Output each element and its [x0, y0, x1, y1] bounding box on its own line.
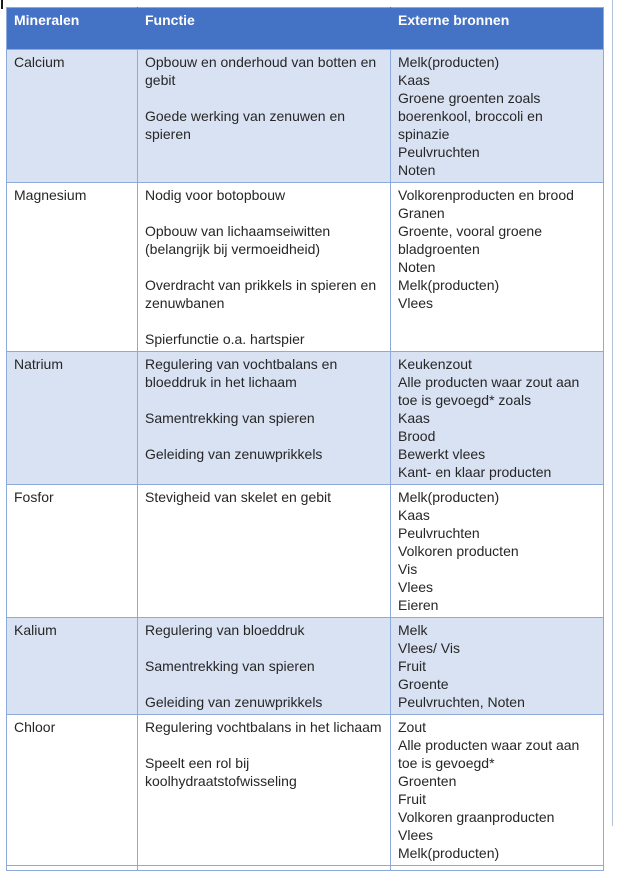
function-cell[interactable]: Nodig voor botopbouw Opbouw van lichaamseiwitten (belangrijk bij vermoeidheid) Overdracht van prikkels in spieren en zenuwbanen Spierfunctie o.a. hartspier [138, 183, 391, 352]
table-header-row [7, 8, 604, 50]
sources-cell[interactable]: Zout Alle producten waar zout aan toe is gevoegd* Groenten Fruit Volkoren graanproducten Vlees Melk(producten) [391, 715, 604, 866]
page-edge-line [612, 0, 613, 826]
table-row [7, 618, 604, 715]
mineral-name-cell[interactable]: Kalium [7, 618, 138, 715]
function-cell[interactable]: Regulering van vochtbalans en bloeddruk in het lichaam Samentrekking van spieren Geleiding van zenuwprikkels [138, 352, 391, 485]
mineral-name-cell[interactable]: Calcium [7, 50, 138, 183]
sources-cell[interactable]: Keukenzout Alle producten waar zout aan toe is gevoegd* zoals Kaas Brood Bewerkt vlees Kant- en klaar producten [391, 352, 604, 485]
function-cell[interactable]: Stevigheid van skelet en gebit [138, 485, 391, 618]
column-header-mineralen[interactable]: Mineralen [7, 8, 138, 50]
column-header-functie[interactable]: Functie [138, 8, 391, 50]
spacer-cell [7, 866, 138, 871]
minerals-table [6, 7, 604, 871]
table-row [7, 715, 604, 866]
sources-cell[interactable]: Melk(producten) Kaas Groene groenten zoals boerenkool, broccoli en spinazie Peulvruchten Noten [391, 50, 604, 183]
column-header-externe-bronnen[interactable]: Externe bronnen [391, 8, 604, 50]
spacer-cell [391, 866, 604, 871]
function-cell[interactable]: Regulering vochtbalans in het lichaam Speelt een rol bij koolhydraatstofwisseling [138, 715, 391, 866]
minerals-table-body [7, 50, 604, 871]
table-row [7, 50, 604, 183]
function-cell[interactable]: Opbouw en onderhoud van botten en gebit Goede werking van zenuwen en spieren [138, 50, 391, 183]
sources-cell[interactable]: Volkorenproducten en brood Granen Groente, vooral groene bladgroenten Noten Melk(producten) Vlees [391, 183, 604, 352]
mineral-name-cell[interactable]: Fosfor [7, 485, 138, 618]
function-cell[interactable]: Regulering van bloeddruk Samentrekking van spieren Geleiding van zenuwprikkels [138, 618, 391, 715]
mineral-name-cell[interactable]: Natrium [7, 352, 138, 485]
table-spacer-row [7, 866, 604, 871]
table-row [7, 183, 604, 352]
mineral-name-cell[interactable]: Magnesium [7, 183, 138, 352]
sources-cell[interactable]: Melk Vlees/ Vis Fruit Groente Peulvruchten, Noten [391, 618, 604, 715]
text-cursor [1, 0, 3, 9]
sources-cell[interactable]: Melk(producten) Kaas Peulvruchten Volkoren producten Vis Vlees Eieren [391, 485, 604, 618]
table-row [7, 485, 604, 618]
table-row [7, 352, 604, 485]
mineral-name-cell[interactable]: Chloor [7, 715, 138, 866]
spacer-cell [138, 866, 391, 871]
